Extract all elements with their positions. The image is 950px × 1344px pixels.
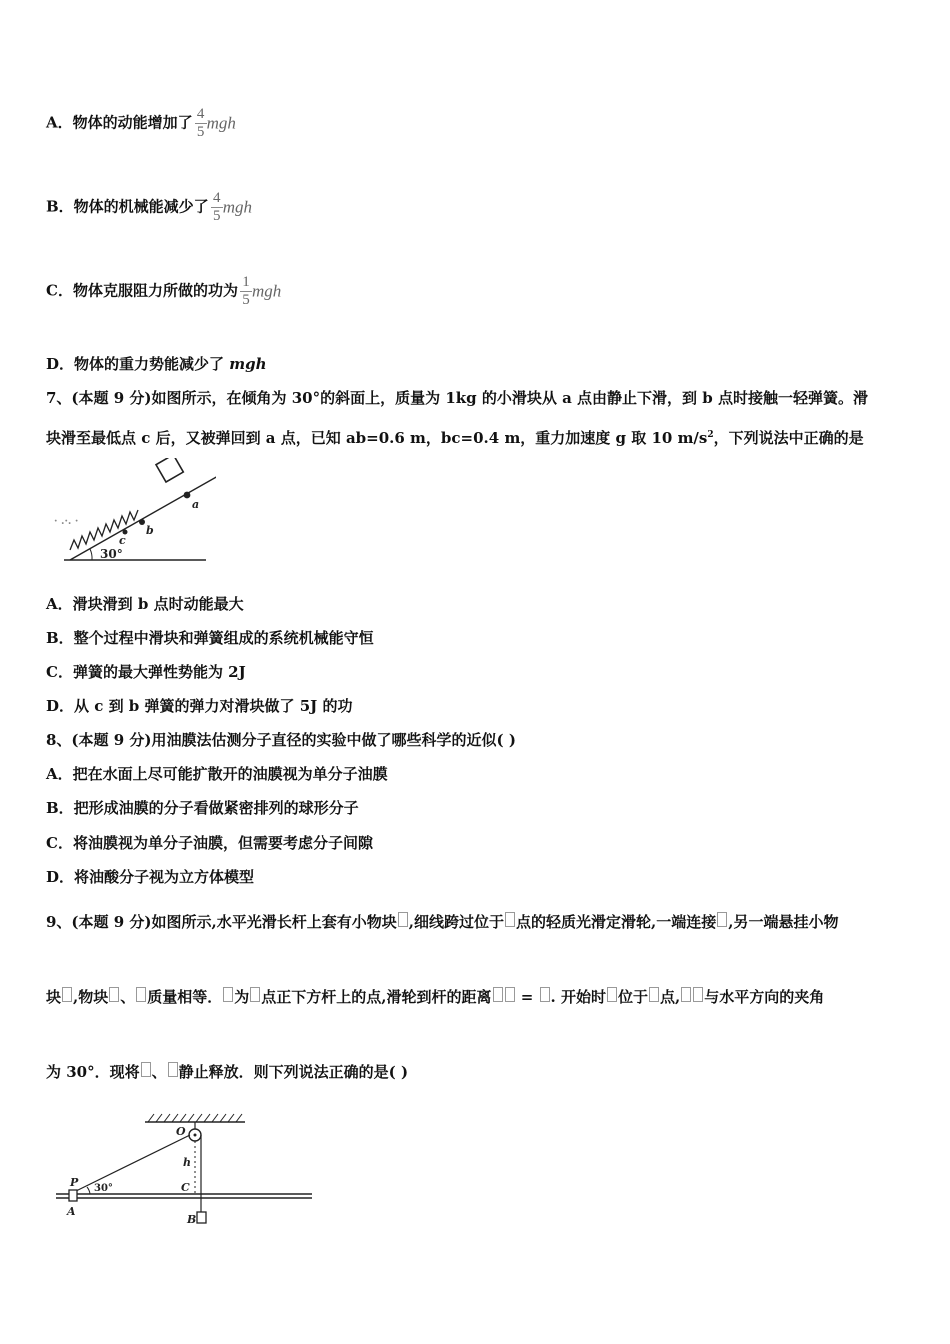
text: 、	[151, 1063, 167, 1081]
missing-glyph	[505, 987, 515, 1002]
q6-option-b-text: B．物体的机械能减少了	[46, 197, 209, 216]
q8-option-d: D．将油酸分子视为立方体模型	[46, 868, 255, 886]
missing-glyph	[223, 987, 233, 1002]
text: . 开始时	[550, 988, 606, 1006]
missing-glyph	[505, 912, 515, 927]
math-variable: mgh	[222, 197, 252, 217]
missing-glyph	[136, 987, 146, 1002]
text: ,另一端悬挂小物	[728, 913, 839, 931]
q6-option-b	[46, 190, 252, 225]
text: 点的轻质光滑定滑轮,一端连接	[515, 913, 717, 931]
fraction-numerator: 1	[242, 274, 250, 290]
text: ,物块	[73, 988, 109, 1006]
text: 与水平方向的夹角	[704, 988, 825, 1006]
point-b	[139, 519, 145, 525]
label-A: A	[67, 1205, 76, 1218]
angle-arc	[87, 1187, 90, 1194]
block-B	[197, 1212, 206, 1223]
fraction-denominator: 5	[242, 292, 250, 308]
block	[156, 458, 183, 482]
missing-glyph	[649, 987, 659, 1002]
text: ,细线跨过位于	[408, 913, 504, 931]
q6-option-c-text: C．物体克服阻力所做的功为	[46, 281, 238, 300]
fraction-numerator: 4	[212, 190, 221, 206]
fraction-denominator: 5	[212, 208, 221, 224]
label-a: a	[192, 498, 200, 511]
q8-option-b: B．把形成油膜的分子看做紧密排列的球形分子	[46, 799, 359, 817]
point-a	[184, 492, 191, 499]
q8-stem: 8、(本题 9 分)用油膜法估测分子直径的实验中做了哪些科学的近似( )	[46, 731, 516, 749]
q7-option-b: B．整个过程中滑块和弹簧组成的系统机械能守恒	[46, 629, 374, 647]
q6-option-d-text: D．物体的重力势能减少了	[46, 355, 230, 373]
pulley-figure	[50, 1108, 320, 1233]
angle-label: 30°	[94, 1183, 113, 1194]
text: =	[515, 988, 539, 1006]
q6-option-d	[46, 354, 267, 374]
missing-glyph	[540, 987, 550, 1002]
text: 9、(本题 9 分)如图所示,水平光滑长杆上套有小物块	[46, 913, 397, 931]
fraction-denominator: 5	[196, 124, 205, 140]
missing-glyph	[493, 987, 503, 1002]
missing-glyph	[398, 912, 408, 927]
q7-option-c: C．弹簧的最大弹性势能为 2J	[46, 663, 246, 681]
q6-option-a-text: A．物体的动能增加了	[46, 113, 193, 132]
q7-stem-line2-text: 块滑至最低点 c 后，又被弹回到 a 点，已知 ab=0.6 m，bc=0.4 m，重力加速度 g 取 10 m/s	[46, 429, 708, 447]
missing-glyph	[681, 987, 691, 1002]
q7-option-a: A．滑块滑到 b 点时动能最大	[46, 595, 244, 613]
q8-option-a: A．把在水面上尽可能扩散开的油膜视为单分子油膜	[46, 765, 388, 783]
label-O: O	[176, 1125, 186, 1138]
block-A	[69, 1190, 77, 1201]
text: 为	[234, 988, 250, 1006]
text: 质量相等．	[147, 988, 223, 1006]
angle-label: 30°	[100, 547, 123, 561]
ceiling-hatch	[148, 1114, 242, 1122]
label-P: P	[70, 1176, 79, 1189]
q9-stem-line3	[46, 1062, 408, 1082]
label-C: C	[181, 1181, 190, 1194]
text: 位于	[618, 988, 649, 1006]
missing-glyph	[250, 987, 260, 1002]
angle-arc	[90, 549, 92, 560]
label-b: b	[146, 524, 154, 537]
text: 点,	[660, 988, 681, 1006]
text: 静止释放．则下列说法正确的是( )	[178, 1063, 409, 1081]
missing-glyph	[168, 1062, 178, 1077]
fraction	[240, 274, 252, 309]
text: 、	[120, 988, 136, 1006]
missing-glyph	[607, 987, 617, 1002]
missing-glyph	[62, 987, 72, 1002]
text: 点正下方杆上的点,滑轮到杆的距离	[261, 988, 492, 1006]
missing-glyph	[717, 912, 727, 927]
q6-option-c	[46, 274, 281, 309]
q9-stem-line2	[46, 987, 824, 1007]
q9-stem-line1	[46, 912, 838, 932]
smudge: · .·. ·	[54, 516, 79, 527]
q7-stem-line2-tail: ，下列说法中正确的是	[713, 429, 864, 447]
q7-stem-line1: 7、(本题 9 分)如图所示，在倾角为 30°的斜面上，质量为 1kg 的小滑块从 a 点由静止下滑，到 b 点时接触一轻弹簧。滑	[46, 389, 868, 407]
label-c: c	[119, 534, 126, 547]
text: 块	[46, 988, 62, 1006]
fraction	[195, 106, 207, 141]
incline-line	[70, 476, 216, 560]
q7-option-d: D．从 c 到 b 弹簧的弹力对滑块做了 5J 的功	[46, 697, 353, 715]
superscript: 2	[707, 430, 714, 440]
missing-glyph	[693, 987, 703, 1002]
math-variable: mgh	[251, 281, 282, 301]
label-B: B	[187, 1213, 197, 1226]
math-variable: mgh	[206, 113, 236, 133]
fraction	[211, 190, 223, 225]
text: 为 30°．现将	[46, 1063, 140, 1081]
string-PO	[74, 1135, 190, 1192]
fraction-numerator: 4	[196, 106, 205, 122]
missing-glyph	[109, 987, 119, 1002]
pulley-axle	[194, 1134, 197, 1137]
q6-option-a	[46, 106, 236, 141]
label-h: h	[183, 1156, 191, 1169]
q7-stem-line2	[46, 425, 864, 448]
incline-spring-figure	[46, 458, 216, 578]
missing-glyph	[141, 1062, 151, 1077]
spring	[70, 510, 138, 550]
math-variable: mgh	[229, 355, 267, 373]
q8-option-c: C．将油膜视为单分子油膜，但需要考虑分子间隙	[46, 834, 373, 852]
